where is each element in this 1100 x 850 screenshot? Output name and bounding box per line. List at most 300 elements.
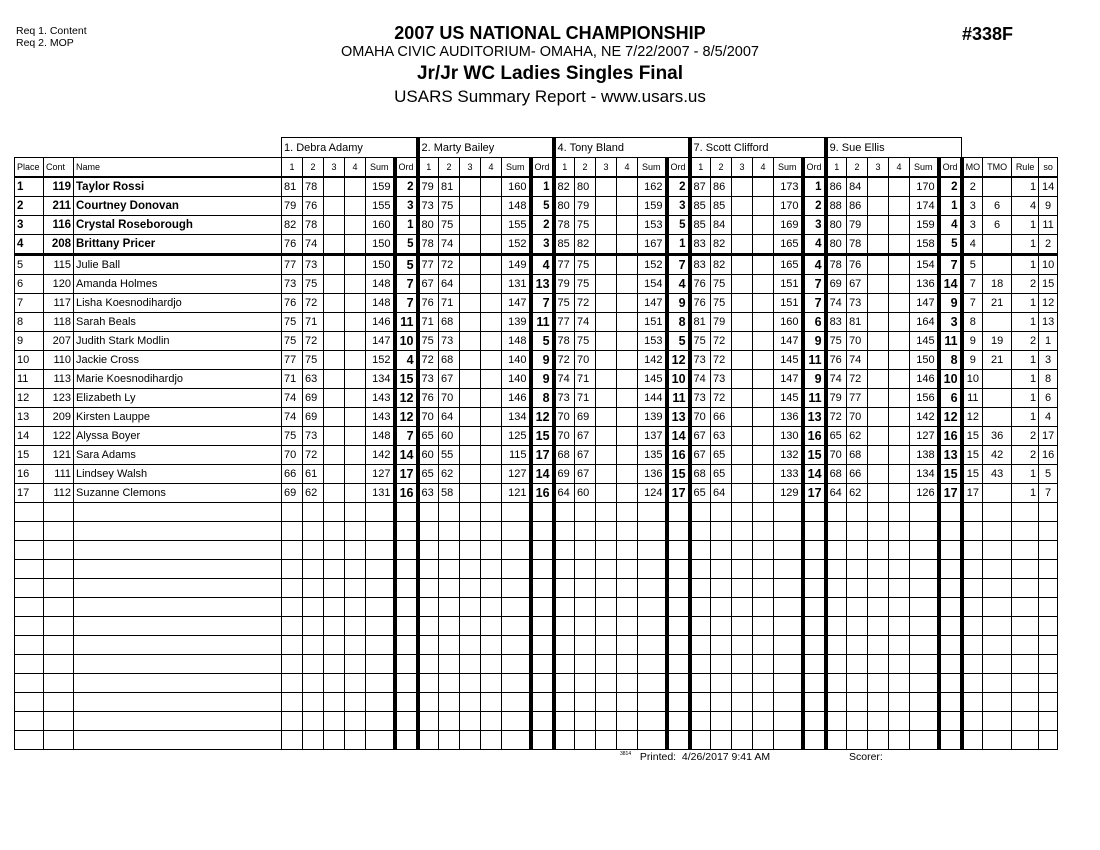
score-cell: 82	[554, 177, 575, 197]
empty-cell	[575, 655, 596, 674]
score-cell: 74	[826, 370, 847, 389]
empty-cell	[481, 541, 502, 560]
place-cell: 4	[15, 235, 44, 255]
empty-cell	[732, 560, 753, 579]
place-cell: 7	[15, 294, 44, 313]
empty-cell	[826, 579, 847, 598]
score-cell	[889, 370, 910, 389]
score-cell: 74	[303, 235, 324, 255]
ordinal-cell: 10	[939, 370, 962, 389]
score-cell: 81	[690, 313, 711, 332]
empty-cell	[531, 655, 554, 674]
score-cell: 71	[575, 370, 596, 389]
so-cell: 7	[1039, 484, 1058, 503]
empty-cell	[282, 579, 303, 598]
empty-cell	[638, 598, 667, 617]
score-cell	[460, 177, 481, 197]
empty-cell	[1039, 731, 1058, 750]
score-cell: 72	[554, 351, 575, 370]
score-cell: 77	[847, 389, 868, 408]
empty-cell	[554, 598, 575, 617]
ordinal-cell: 6	[803, 313, 826, 332]
empty-cell	[596, 655, 617, 674]
empty-cell	[554, 636, 575, 655]
score-cell: 86	[847, 197, 868, 216]
ordinal-cell: 5	[531, 197, 554, 216]
ordinal-cell: 1	[395, 216, 418, 235]
sum-cell: 154	[910, 255, 939, 275]
empty-row	[15, 598, 1058, 617]
empty-cell	[575, 674, 596, 693]
col-score-1: 1	[826, 158, 847, 178]
score-cell	[481, 177, 502, 197]
col-name: Name	[74, 158, 282, 178]
score-cell: 74	[690, 370, 711, 389]
empty-cell	[638, 503, 667, 522]
sum-cell: 159	[366, 177, 395, 197]
score-cell	[889, 294, 910, 313]
score-cell	[345, 408, 366, 427]
empty-cell	[554, 560, 575, 579]
score-cell	[868, 446, 889, 465]
empty-cell	[617, 693, 638, 712]
empty-cell	[439, 598, 460, 617]
empty-cell	[418, 560, 439, 579]
empty-cell	[803, 693, 826, 712]
empty-cell	[74, 693, 282, 712]
empty-cell	[15, 598, 44, 617]
score-cell	[753, 408, 774, 427]
tmo-cell	[983, 235, 1012, 255]
score-cell: 70	[439, 389, 460, 408]
empty-cell	[868, 636, 889, 655]
ordinal-cell: 16	[939, 427, 962, 446]
empty-cell	[774, 636, 803, 655]
empty-cell	[418, 522, 439, 541]
table-row	[15, 313, 1058, 332]
empty-cell	[803, 503, 826, 522]
score-cell: 78	[554, 332, 575, 351]
rule-cell: 1	[1012, 351, 1039, 370]
empty-cell	[554, 731, 575, 750]
empty-cell	[324, 636, 345, 655]
empty-cell	[910, 541, 939, 560]
col-score-4: 4	[345, 158, 366, 178]
score-cell: 67	[690, 427, 711, 446]
score-cell: 63	[303, 370, 324, 389]
ordinal-cell: 1	[939, 197, 962, 216]
contestant-number: 207	[44, 332, 74, 351]
empty-cell	[531, 560, 554, 579]
ordinal-cell: 8	[531, 389, 554, 408]
empty-cell	[15, 579, 44, 598]
empty-cell	[868, 617, 889, 636]
score-cell	[753, 484, 774, 503]
score-cell	[481, 332, 502, 351]
empty-cell	[983, 541, 1012, 560]
ordinal-cell: 5	[667, 332, 690, 351]
empty-cell	[910, 655, 939, 674]
tmo-cell: 18	[983, 275, 1012, 294]
empty-cell	[44, 503, 74, 522]
sum-cell: 150	[366, 235, 395, 255]
ordinal-cell: 15	[395, 370, 418, 389]
empty-cell	[395, 579, 418, 598]
empty-cell	[502, 674, 531, 693]
empty-cell	[366, 617, 395, 636]
empty-cell	[460, 579, 481, 598]
empty-cell	[303, 617, 324, 636]
ordinal-cell: 11	[939, 332, 962, 351]
empty-cell	[596, 579, 617, 598]
score-cell	[753, 427, 774, 446]
score-cell: 72	[439, 255, 460, 275]
score-cell	[324, 313, 345, 332]
tmo-cell	[983, 484, 1012, 503]
empty-cell	[774, 541, 803, 560]
empty-cell	[638, 731, 667, 750]
sum-cell: 115	[502, 446, 531, 465]
score-cell: 87	[690, 177, 711, 197]
so-cell: 13	[1039, 313, 1058, 332]
score-cell: 77	[282, 255, 303, 275]
score-cell	[324, 294, 345, 313]
empty-cell	[962, 636, 983, 655]
score-cell: 64	[439, 408, 460, 427]
score-cell: 86	[711, 177, 732, 197]
score-cell: 68	[439, 313, 460, 332]
empty-cell	[1039, 636, 1058, 655]
mo-cell: 9	[962, 351, 983, 370]
contestant-number: 120	[44, 275, 74, 294]
score-cell	[596, 177, 617, 197]
empty-cell	[15, 541, 44, 560]
empty-cell	[803, 655, 826, 674]
empty-cell	[575, 693, 596, 712]
empty-cell	[889, 617, 910, 636]
empty-cell	[868, 674, 889, 693]
empty-cell	[711, 731, 732, 750]
score-cell	[460, 446, 481, 465]
score-cell	[753, 294, 774, 313]
empty-cell	[345, 731, 366, 750]
empty-cell	[575, 579, 596, 598]
score-cell	[889, 216, 910, 235]
col-sum: Sum	[910, 158, 939, 178]
judge-name: 7. Scott Clifford	[690, 138, 826, 158]
sum-cell: 147	[366, 332, 395, 351]
empty-cell	[638, 693, 667, 712]
sum-cell: 169	[774, 216, 803, 235]
empty-cell	[910, 693, 939, 712]
score-cell	[617, 255, 638, 275]
score-cell	[460, 370, 481, 389]
empty-cell	[439, 674, 460, 693]
sum-cell: 148	[502, 332, 531, 351]
score-cell: 75	[418, 332, 439, 351]
score-cell	[345, 313, 366, 332]
place-cell: 2	[15, 197, 44, 216]
score-cell	[460, 408, 481, 427]
mo-cell: 2	[962, 177, 983, 197]
score-cell: 77	[418, 255, 439, 275]
table-row	[15, 235, 1058, 255]
score-cell	[617, 465, 638, 484]
score-cell: 67	[847, 275, 868, 294]
contestant-number: 112	[44, 484, 74, 503]
rule-cell: 1	[1012, 408, 1039, 427]
empty-cell	[939, 636, 962, 655]
rule-cell: 1	[1012, 484, 1039, 503]
ordinal-cell: 16	[667, 446, 690, 465]
mo-cell: 15	[962, 465, 983, 484]
score-cell	[345, 446, 366, 465]
score-cell	[481, 235, 502, 255]
score-cell	[732, 389, 753, 408]
score-cell	[345, 370, 366, 389]
empty-cell	[910, 598, 939, 617]
empty-cell	[847, 598, 868, 617]
skater-name: Kirsten Lauppe	[74, 408, 282, 427]
empty-cell	[303, 712, 324, 731]
empty-cell	[303, 636, 324, 655]
contestant-number: 209	[44, 408, 74, 427]
sum-cell: 147	[774, 370, 803, 389]
empty-cell	[395, 541, 418, 560]
empty-cell	[15, 503, 44, 522]
empty-cell	[847, 693, 868, 712]
so-cell: 9	[1039, 197, 1058, 216]
score-cell	[460, 197, 481, 216]
empty-cell	[910, 522, 939, 541]
empty-cell	[554, 693, 575, 712]
empty-cell	[711, 712, 732, 731]
empty-cell	[44, 655, 74, 674]
ordinal-cell: 7	[667, 255, 690, 275]
empty-cell	[732, 655, 753, 674]
empty-cell	[460, 560, 481, 579]
score-cell	[481, 370, 502, 389]
skater-name: Sarah Beals	[74, 313, 282, 332]
empty-cell	[753, 655, 774, 674]
score-cell: 79	[711, 313, 732, 332]
table-row	[15, 427, 1058, 446]
ordinal-cell: 4	[395, 351, 418, 370]
score-cell: 64	[826, 484, 847, 503]
empty-cell	[303, 693, 324, 712]
score-cell	[345, 294, 366, 313]
empty-cell	[617, 655, 638, 674]
skater-name: Sara Adams	[74, 446, 282, 465]
score-cell	[324, 197, 345, 216]
empty-cell	[889, 579, 910, 598]
empty-cell	[983, 617, 1012, 636]
score-cell: 66	[847, 465, 868, 484]
empty-cell	[774, 598, 803, 617]
empty-cell	[15, 522, 44, 541]
empty-cell	[303, 655, 324, 674]
score-cell: 69	[303, 389, 324, 408]
empty-cell	[690, 731, 711, 750]
empty-row	[15, 560, 1058, 579]
ordinal-cell: 3	[803, 216, 826, 235]
ordinal-cell: 2	[803, 197, 826, 216]
col-ord: Ord	[531, 158, 554, 178]
empty-cell	[753, 636, 774, 655]
empty-cell	[983, 522, 1012, 541]
score-cell	[460, 255, 481, 275]
score-cell	[596, 389, 617, 408]
so-cell: 16	[1039, 446, 1058, 465]
place-cell: 8	[15, 313, 44, 332]
mo-cell: 15	[962, 446, 983, 465]
sum-cell: 146	[502, 389, 531, 408]
empty-row	[15, 731, 1058, 750]
empty-cell	[282, 522, 303, 541]
score-cell	[732, 427, 753, 446]
score-cell	[868, 313, 889, 332]
score-cell	[732, 197, 753, 216]
empty-cell	[366, 541, 395, 560]
score-cell: 74	[847, 351, 868, 370]
empty-cell	[847, 674, 868, 693]
printed-label: Printed:	[639, 751, 677, 763]
empty-cell	[282, 731, 303, 750]
empty-cell	[826, 522, 847, 541]
ordinal-cell: 15	[803, 446, 826, 465]
col-score-4: 4	[753, 158, 774, 178]
sum-cell: 139	[638, 408, 667, 427]
score-cell	[617, 408, 638, 427]
empty-cell	[324, 655, 345, 674]
score-cell	[481, 446, 502, 465]
empty-cell	[711, 560, 732, 579]
empty-cell	[282, 712, 303, 731]
score-cell: 75	[439, 216, 460, 235]
sum-cell: 125	[502, 427, 531, 446]
empty-cell	[1039, 693, 1058, 712]
sum-cell: 124	[638, 484, 667, 503]
empty-cell	[596, 617, 617, 636]
empty-cell	[345, 522, 366, 541]
score-cell: 80	[575, 177, 596, 197]
score-cell	[481, 216, 502, 235]
empty-cell	[502, 560, 531, 579]
score-cell	[753, 389, 774, 408]
sum-cell: 154	[638, 275, 667, 294]
empty-cell	[395, 617, 418, 636]
empty-cell	[939, 693, 962, 712]
empty-cell	[753, 560, 774, 579]
score-cell: 73	[554, 389, 575, 408]
score-cell: 76	[690, 275, 711, 294]
score-cell: 65	[690, 484, 711, 503]
score-cell: 68	[439, 351, 460, 370]
empty-cell	[910, 579, 939, 598]
empty-cell	[460, 712, 481, 731]
score-cell: 85	[554, 235, 575, 255]
empty-cell	[418, 731, 439, 750]
score-cell: 77	[554, 255, 575, 275]
empty-cell	[481, 617, 502, 636]
empty-cell	[395, 636, 418, 655]
empty-cell	[345, 655, 366, 674]
score-cell	[460, 484, 481, 503]
score-cell: 71	[439, 294, 460, 313]
score-cell	[889, 465, 910, 484]
empty-cell	[667, 636, 690, 655]
score-cell: 67	[690, 446, 711, 465]
sum-cell: 170	[774, 197, 803, 216]
empty-cell	[481, 560, 502, 579]
empty-cell	[554, 541, 575, 560]
place-cell: 13	[15, 408, 44, 427]
empty-cell	[962, 522, 983, 541]
col-score-2: 2	[847, 158, 868, 178]
empty-cell	[962, 579, 983, 598]
score-cell	[345, 351, 366, 370]
score-cell	[324, 275, 345, 294]
empty-cell	[617, 579, 638, 598]
sum-cell: 155	[502, 216, 531, 235]
table-row	[15, 332, 1058, 351]
empty-cell	[554, 522, 575, 541]
empty-cell	[774, 674, 803, 693]
rule-cell: 2	[1012, 446, 1039, 465]
empty-cell	[554, 579, 575, 598]
judge-name: 9. Sue Ellis	[826, 138, 962, 158]
col-score-2: 2	[439, 158, 460, 178]
score-cell: 75	[575, 255, 596, 275]
rule-cell: 2	[1012, 332, 1039, 351]
empty-cell	[732, 712, 753, 731]
score-cell: 68	[847, 446, 868, 465]
empty-cell	[439, 712, 460, 731]
score-cell: 88	[826, 197, 847, 216]
contestant-number: 123	[44, 389, 74, 408]
score-cell: 73	[711, 370, 732, 389]
score-cell	[889, 427, 910, 446]
empty-cell	[439, 560, 460, 579]
empty-cell	[826, 655, 847, 674]
empty-cell	[803, 541, 826, 560]
table-row	[15, 197, 1058, 216]
empty-cell	[939, 674, 962, 693]
score-cell	[617, 332, 638, 351]
score-cell	[617, 275, 638, 294]
empty-cell	[889, 636, 910, 655]
judges-row	[15, 138, 1058, 158]
ordinal-cell: 7	[395, 427, 418, 446]
score-cell: 79	[847, 216, 868, 235]
rule-cell: 1	[1012, 389, 1039, 408]
sum-cell: 173	[774, 177, 803, 197]
printed-value: 4/26/2017 9:41 AM	[681, 751, 771, 763]
score-cell	[617, 294, 638, 313]
empty-cell	[826, 731, 847, 750]
score-cell	[596, 446, 617, 465]
sum-cell: 145	[774, 351, 803, 370]
score-cell: 68	[554, 446, 575, 465]
rule-cell: 2	[1012, 275, 1039, 294]
empty-cell	[531, 674, 554, 693]
ordinal-cell: 17	[803, 484, 826, 503]
sum-cell: 132	[774, 446, 803, 465]
empty-cell	[345, 693, 366, 712]
so-cell: 15	[1039, 275, 1058, 294]
empty-cell	[74, 598, 282, 617]
ordinal-cell: 13	[531, 275, 554, 294]
